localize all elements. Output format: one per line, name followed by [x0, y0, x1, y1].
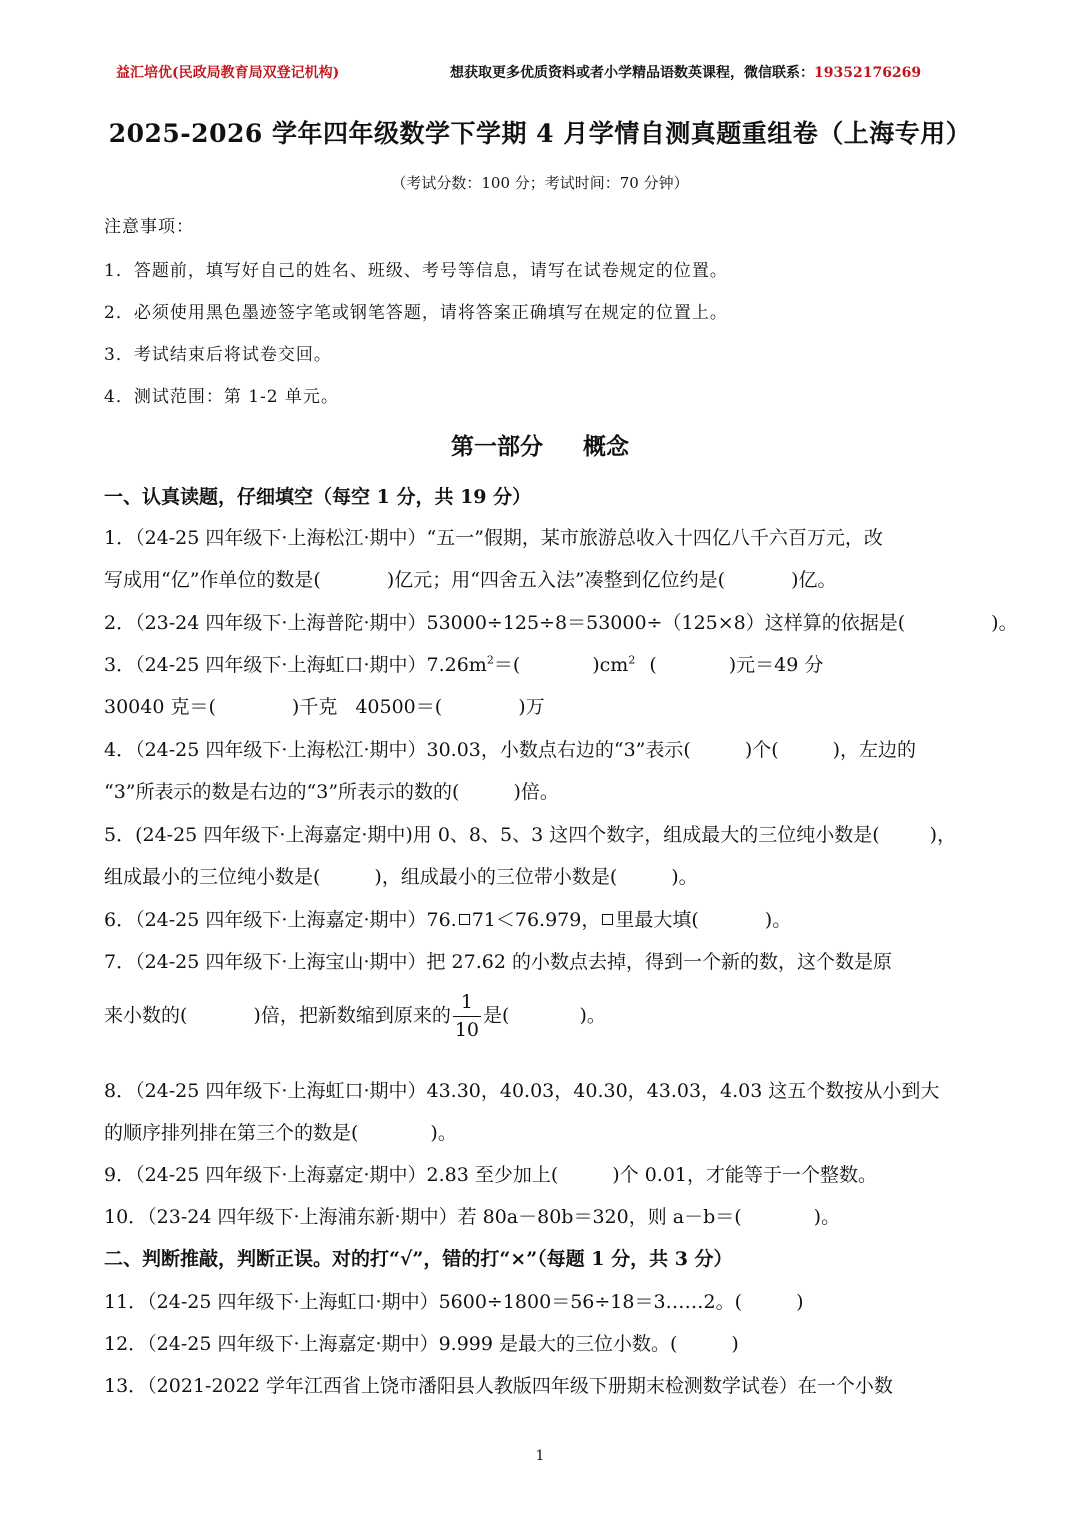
question-4-line-1: 4．（24-25 四年级下·上海松江·期中）30.03，小数点右边的“3”表示( )个( )，左边的 [104, 739, 917, 761]
page-header [0, 62, 1080, 86]
question-11: 11．（24-25 四年级下·上海虹口·期中）5600÷1800＝56÷18＝3……2。( ) [104, 1291, 804, 1313]
digit-box-icon [602, 914, 613, 925]
question-7-line-2: 来小数的( )倍，把新数缩到原来的 $\frac{1}{10}$ 是( )。 [104, 991, 606, 1041]
contact-text: 想获取更多优质资料或者小学精品语数英课程，微信联系： [450, 65, 814, 81]
exam-title: 2025-2026 学年四年级数学下学期 4 月学情自测真题重组卷（上海专用） [108, 119, 972, 148]
contact-info [450, 62, 921, 82]
org-name: 益汇培优(民政局教育局双登记机构) [116, 65, 340, 81]
question-5-line-1: 5．(24-25 四年级下·上海嘉定·期中)用 0、8、5、3 这四个数字，组成最大的三位纯小数是( )， [104, 824, 957, 846]
question-10: 10．（23-24 四年级下·上海浦东新·期中）若 80a－80b＝320，则 a－b＝( )。 [104, 1206, 841, 1228]
exam-subtitle: （考试分数：100 分；考试时间：70 分钟） [391, 174, 689, 192]
question-7-line-1: 7．（24-25 四年级下·上海宝山·期中）把 27.62 的小数点去掉，得到一个新的数，这个数是原 [104, 951, 892, 973]
question-8-line-2: 的顺序排列排在第三个的数是( )。 [104, 1122, 457, 1144]
question-13-line-1: 13．（2021-2022 学年江西省上饶市潘阳县人教版四年级下册期末检测数学试卷）在一个小数 [104, 1375, 893, 1397]
notice-item: 2．必须使用黑色墨迹签字笔或钢笔答题，请将答案正确填写在规定的位置上。 [104, 303, 728, 323]
fraction-one-tenth: $\frac{1}{10}$ [454, 991, 480, 1041]
part-topic: 概念 [583, 433, 629, 460]
question-3-line-2: 30040 克＝( )千克 40500＝( )万 [104, 696, 545, 718]
question-8-line-1: 8．（24-25 四年级下·上海虹口·期中）43.30，40.03，40.30，43.03，4.03 这五个数按从小到大 [104, 1080, 940, 1102]
part-name: 第一部分 [451, 433, 543, 460]
contact-phone: 19352176269 [814, 65, 922, 81]
question-5-line-2: 组成最小的三位纯小数是( )，组成最小的三位带小数是( )。 [104, 866, 698, 888]
notice-item: 3．考试结束后将试卷交回。 [104, 345, 332, 365]
notice-heading: 注意事项： [104, 217, 194, 237]
question-1-line-1: 1．（24-25 四年级下·上海松江·期中）“五一”假期，某市旅游总收入十四亿八千六百万元，改 [104, 527, 883, 549]
section-heading: 二、判断推敲，判断正误。对的打“√”，错的打“×”（每题 1 分，共 3 分） [104, 1248, 733, 1270]
question-4-line-2: “3”所表示的数是右边的“3”所表示的数的( )倍。 [104, 781, 559, 803]
part-title [0, 428, 1080, 461]
question-9: 9．（24-25 四年级下·上海嘉定·期中）2.83 至少加上( )个 0.01，才能等于一个整数。 [104, 1164, 878, 1186]
question-2: 2．（23-24 四年级下·上海普陀·期中）53000÷125÷8＝53000÷（125×8）这样算的依据是( )。 [104, 612, 1018, 634]
digit-box-icon [459, 914, 470, 925]
page-number: 1 [535, 1448, 545, 1464]
section-heading: 一、认真读题，仔细填空（每空 1 分，共 19 分） [104, 486, 532, 508]
question-12: 12．（24-25 四年级下·上海嘉定·期中）9.999 是最大的三位小数。( ) [104, 1333, 739, 1355]
notice-item: 4．测试范围：第 1-2 单元。 [104, 387, 339, 407]
question-1-line-2: 写成用“亿”作单位的数是( )亿元；用“四舍五入法”凑整到亿位约是( )亿。 [104, 569, 837, 591]
notice-item: 1．答题前，填写好自己的姓名、班级、考号等信息，请写在试卷规定的位置。 [104, 261, 728, 281]
question-6: 6．（24-25 四年级下·上海嘉定·期中）76. 71＜76.979， 里最大填( )。 [104, 909, 792, 931]
question-3-line-1: 3．（24-25 四年级下·上海虹口·期中）$7.26m^2=$( )$cm^2$ ( )元＝49 分 [104, 653, 824, 676]
